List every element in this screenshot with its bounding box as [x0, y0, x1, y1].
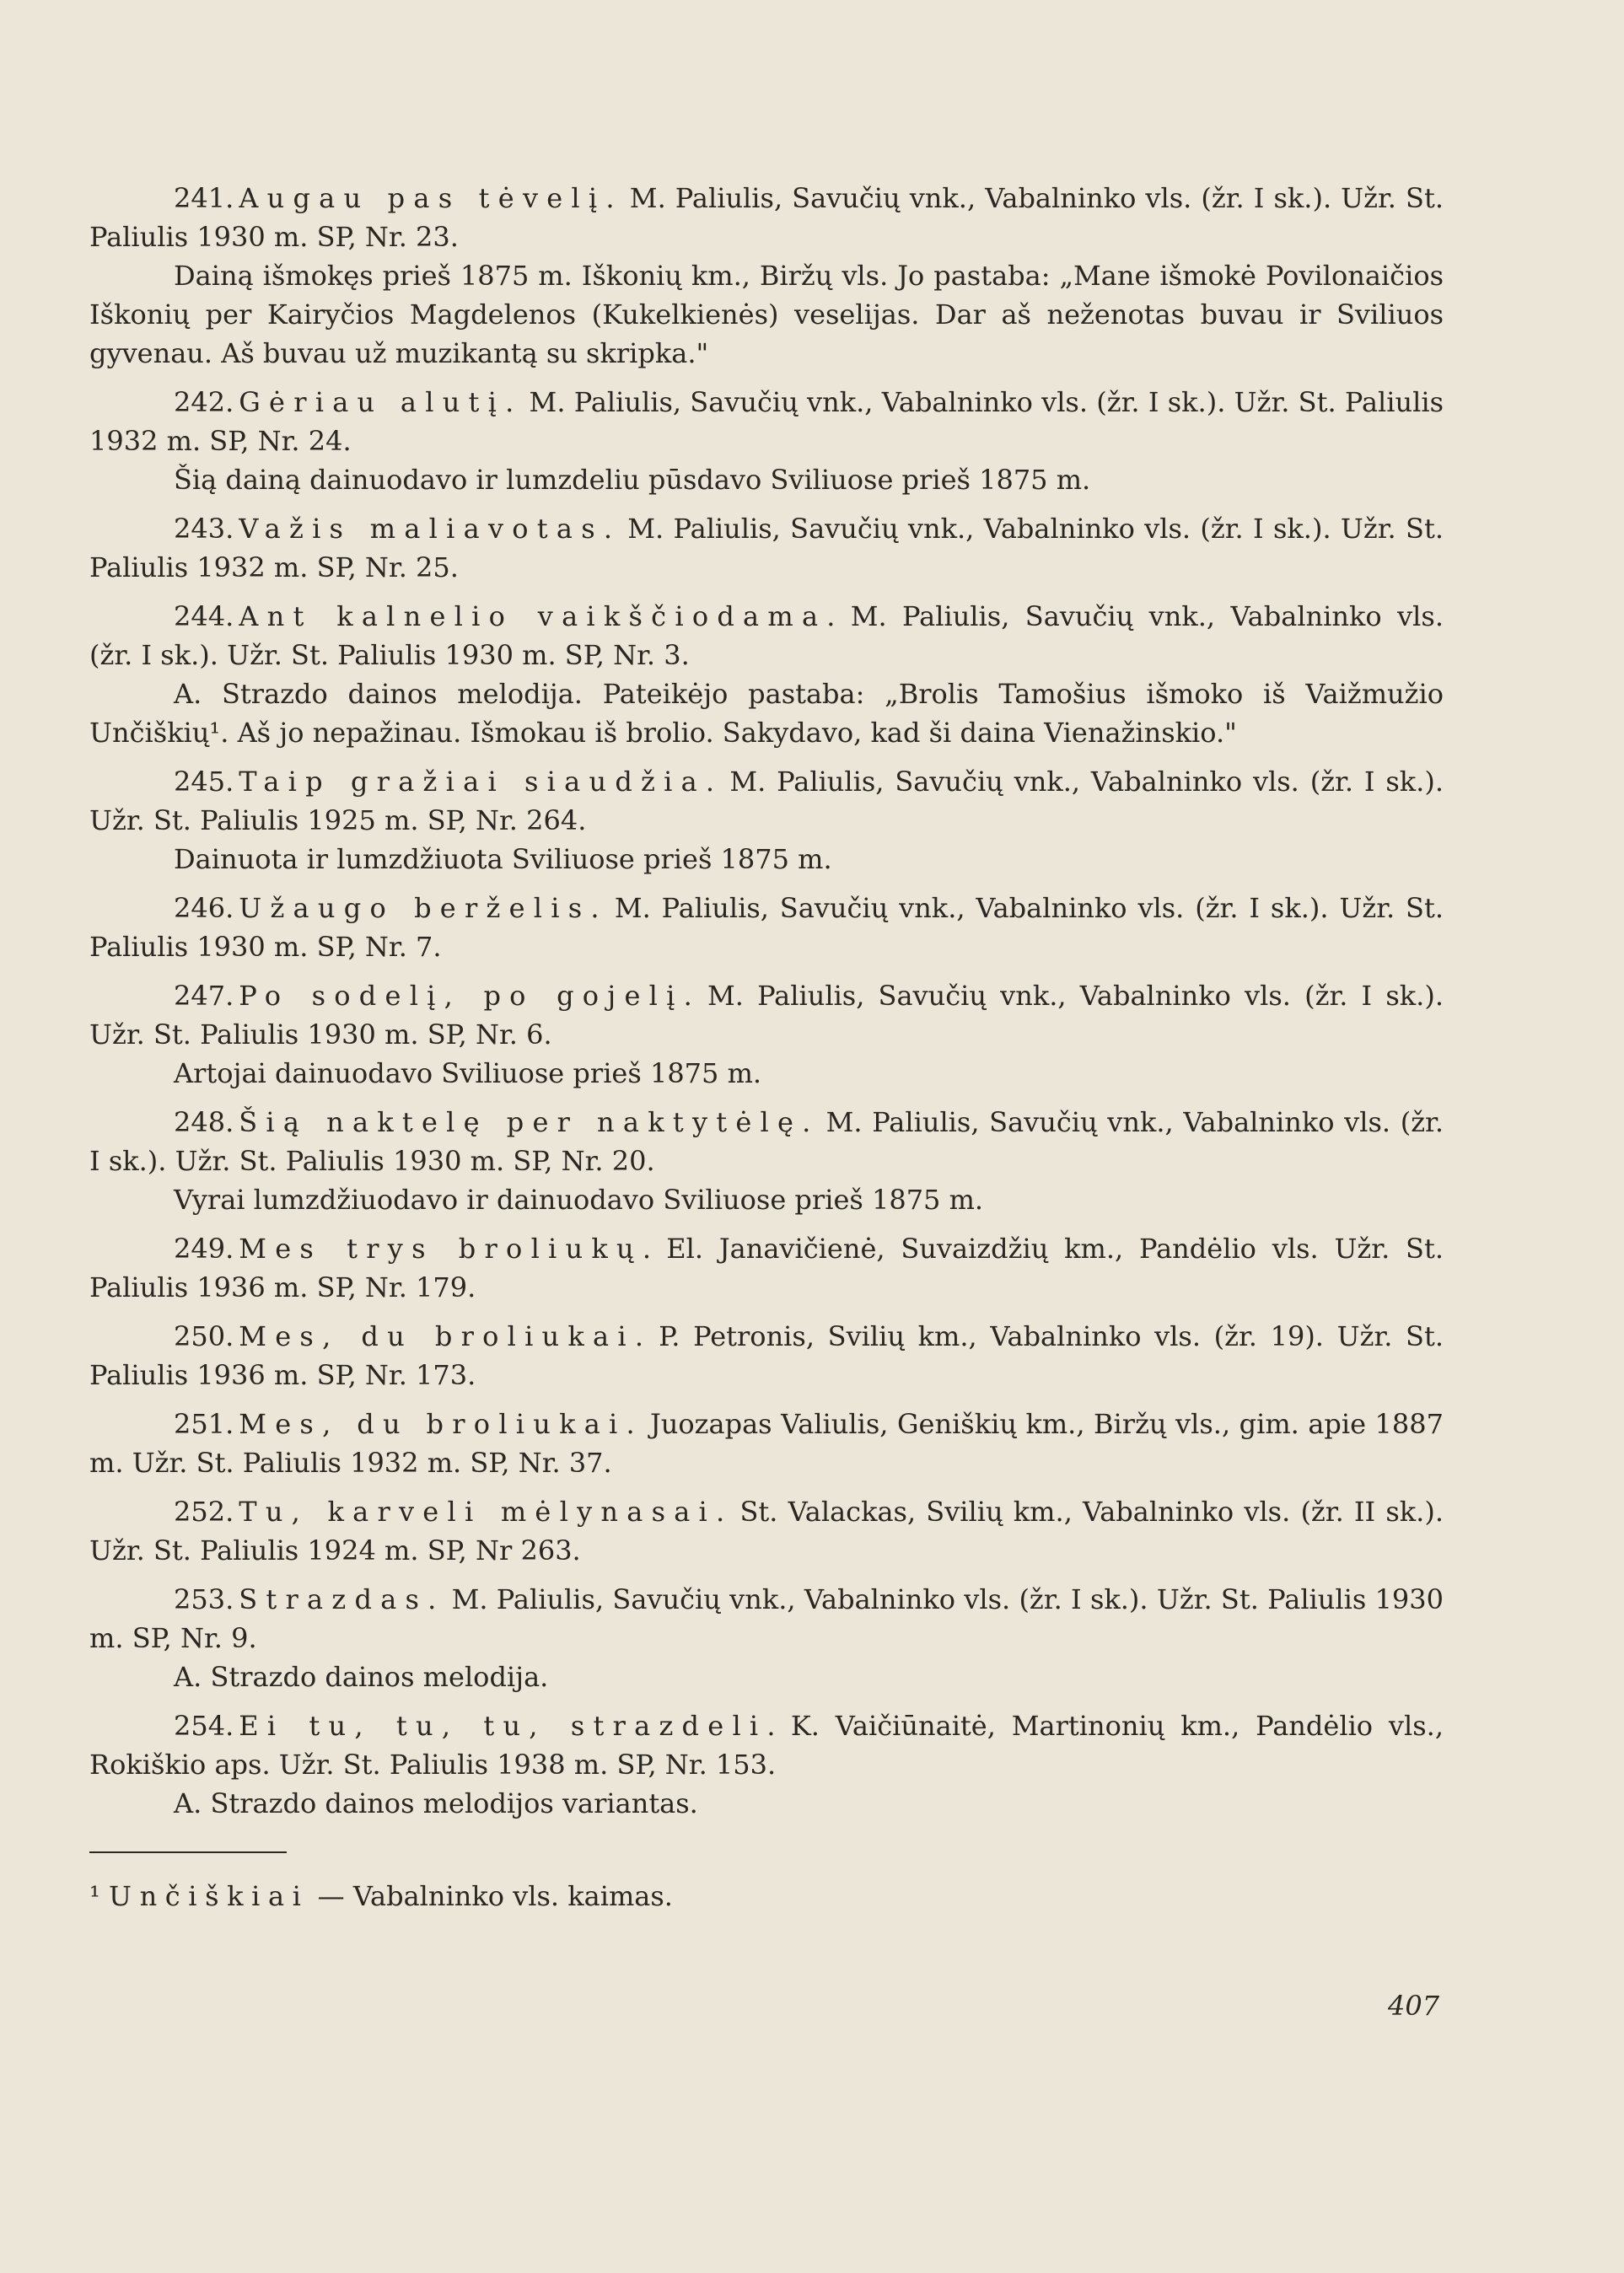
entry-note: Vyrai lumzdžiuodavo ir dainuodavo Sviliuose prieš 1875 m.: [174, 1184, 984, 1216]
song-entry: [89, 179, 1444, 373]
entry-citation: [89, 179, 1444, 256]
song-entry: [89, 1229, 1444, 1307]
entry-source: M. Paliulis, Savučių vnk., Vabalninko vls. (žr. I sk.). Užr. St. Paliulis 1930 m. SP, Nr. 6.: [89, 980, 1444, 1051]
entry-number: 241.: [174, 182, 234, 214]
footnote-divider: [89, 1851, 287, 1853]
entry-note: A. Strazdo dainos melodijos variantas.: [174, 1787, 698, 1819]
entry-citation: [89, 597, 1444, 674]
entry-title: Mes, du broliukai.: [239, 1320, 653, 1352]
song-entry: [89, 1405, 1444, 1482]
entry-number: 254.: [174, 1710, 234, 1742]
entry-note: A. Strazdo dainos melodija.: [174, 1661, 549, 1693]
entry-citation: [89, 509, 1444, 587]
entry-citation: [89, 1405, 1444, 1482]
entry-title: Mes trys broliukų.: [239, 1233, 660, 1265]
song-entry: [89, 889, 1444, 966]
entry-citation: [89, 976, 1444, 1054]
song-entry: [89, 1706, 1444, 1823]
entry-citation: [89, 1706, 1444, 1784]
song-entry: [89, 762, 1444, 879]
entry-title: Tu, karveli mėlynasai.: [239, 1496, 734, 1528]
footnote-text: — Vabalninko vls. kaimas.: [309, 1880, 673, 1912]
song-entry: [89, 1103, 1444, 1219]
entry-source: M. Paliulis, Savučių vnk., Vabalninko vls. (žr. I sk.). Užr. St. Paliulis 1932 m. SP, Nr. 24.: [89, 386, 1444, 457]
entry-title: Ei tu, tu, tu, strazdeli.: [239, 1710, 784, 1742]
entry-number: 249.: [174, 1233, 234, 1265]
entry-citation: [89, 762, 1444, 840]
song-entry: [89, 383, 1444, 499]
entry-title: Važis maliavotas.: [239, 513, 621, 545]
song-entry: [89, 1317, 1444, 1394]
entry-number: 252.: [174, 1496, 234, 1528]
entry-citation: [89, 889, 1444, 966]
entry-number: 247.: [174, 980, 234, 1012]
entry-number: 246.: [174, 892, 234, 924]
entry-source: M. Paliulis, Savučių vnk., Vabalninko vls. (žr. I sk.). Užr. St. Paliulis 1925 m. SP, Nr. 264.: [89, 766, 1444, 836]
song-entry: [89, 597, 1444, 752]
entry-source: St. Valackas, Svilių km., Vabalninko vls. (žr. II sk.). Užr. St. Paliulis 1924 m. SP, Nr 263.: [89, 1496, 1444, 1566]
entry-title: Augau pas tėvelį.: [239, 182, 623, 214]
entry-note: Artojai dainuodavo Sviliuose prieš 1875 m.: [174, 1057, 762, 1089]
entry-source: Juozapas Valiulis, Geniškių km., Biržų vls., gim. apie 1887 m. Užr. St. Paliulis 1932 m. SP, Nr. 37.: [89, 1408, 1444, 1479]
entry-title: Mes, du broliukai.: [239, 1408, 643, 1440]
footnote-marker: ¹: [89, 1880, 100, 1912]
entry-number: 251.: [174, 1408, 234, 1440]
entry-source: M. Paliulis, Savučių vnk., Vabalninko vls. (žr. I sk.). Užr. St. Paliulis 1930 m. SP, Nr. 9.: [89, 1583, 1444, 1654]
entry-note: Dainuota ir lumzdžiuota Sviliuose prieš 1875 m.: [174, 843, 832, 875]
page-number: 407: [1388, 1990, 1440, 2022]
song-entries-list: [89, 179, 1444, 1833]
entry-number: 244.: [174, 600, 234, 632]
entry-citation: [89, 1229, 1444, 1307]
entry-source: M. Paliulis, Savučių vnk., Vabalninko vls. (žr. I sk.). Užr. St. Paliulis 1932 m. SP, Nr. 25.: [89, 513, 1444, 583]
entry-number: 242.: [174, 386, 234, 418]
entry-number: 245.: [174, 766, 234, 798]
song-entry: [89, 976, 1444, 1093]
entry-source: K. Vaičiūnaitė, Martinonių km., Pandėlio vls., Rokiškio aps. Užr. St. Paliulis 1938 m. SP, Nr. 153.: [89, 1710, 1444, 1781]
entry-source: M. Paliulis, Savučių vnk., Vabalninko vls. (žr. I sk.). Užr. St. Paliulis 1930 m. SP, Nr. 7.: [89, 892, 1444, 963]
entry-citation: [89, 383, 1444, 460]
entry-citation: [89, 1103, 1444, 1180]
entry-citation: [89, 1580, 1444, 1658]
entry-source: M. Paliulis, Savučių vnk., Vabalninko vls. (žr. I sk.). Užr. St. Paliulis 1930 m. SP, Nr. 20.: [89, 1106, 1444, 1177]
entry-number: 250.: [174, 1320, 234, 1352]
footnote: [89, 1877, 1270, 1916]
entry-citation: [89, 1492, 1444, 1570]
entry-note: A. Strazdo dainos melodija. Pateikėjo pastaba: „Brolis Tamošius išmoko iš Vaižmužio Unčiškių¹. Aš jo nepažinau. Išmokau iš brolio. Sakydavo, kad ši daina Vienažinskio.": [89, 678, 1444, 749]
entry-title: Šią naktelę per naktytėlę.: [239, 1106, 820, 1138]
entry-title: Gėriau alutį.: [239, 386, 523, 418]
entry-number: 248.: [174, 1106, 234, 1138]
entry-number: 243.: [174, 513, 234, 545]
entry-title: Užaugo berželis.: [239, 892, 608, 924]
footnote-place: Unčiškiai: [109, 1880, 309, 1912]
song-entry: [89, 1492, 1444, 1570]
entry-number: 253.: [174, 1583, 234, 1615]
entry-source: El. Janavičienė, Suvaizdžių km., Pandėlio vls. Užr. St. Paliulis 1936 m. SP, Nr. 179.: [89, 1233, 1444, 1303]
entry-citation: [89, 1317, 1444, 1394]
song-entry: [89, 1580, 1444, 1696]
entry-title: Po sodelį, po gojelį.: [239, 980, 701, 1012]
entry-title: Ant kalnelio vaikščiodama.: [239, 600, 844, 632]
entry-source: M. Paliulis, Savučių vnk., Vabalninko vls. (žr. I sk.). Užr. St. Paliulis 1930 m. SP, Nr. 3.: [89, 600, 1444, 671]
entry-title: Strazdas.: [239, 1583, 445, 1615]
entry-title: Taip gražiai siaudžia.: [239, 766, 723, 798]
song-entry: [89, 509, 1444, 587]
entry-note: Dainą išmokęs prieš 1875 m. Iškonių km., Biržų vls. Jo pastaba: „Mane išmokė Povilonaičios Iškonių per Kairyčios Magdelenos (Kukelkienės) veselijas. Dar aš neženotas buvau ir Sviliuos gyvenau. Aš buvau už muzikantą su skripka.": [89, 260, 1444, 369]
entry-note: Šią dainą dainuodavo ir lumzdeliu pūsdavo Sviliuose prieš 1875 m.: [174, 464, 1091, 496]
entry-source: M. Paliulis, Savučių vnk., Vabalninko vls. (žr. I sk.). Užr. St. Paliulis 1930 m. SP, Nr. 23.: [89, 182, 1444, 253]
entry-source: P. Petronis, Svilių km., Vabalninko vls. (žr. 19). Užr. St. Paliulis 1936 m. SP, Nr. 173.: [89, 1320, 1444, 1391]
